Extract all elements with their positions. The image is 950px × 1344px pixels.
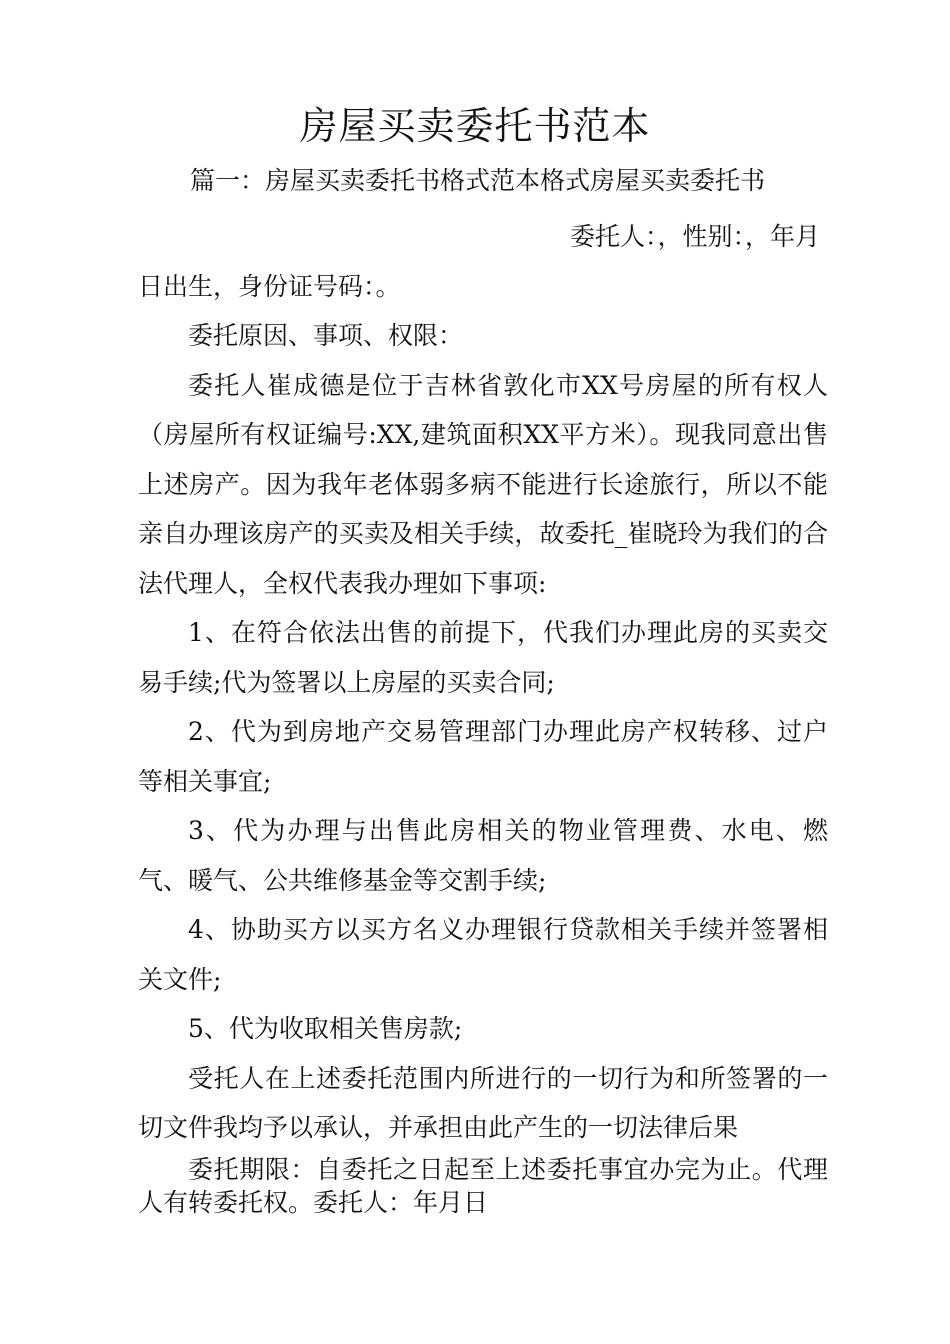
principal-line: 委托人：，性别：，年月 [569,222,820,251]
document-body [138,212,828,1219]
paragraph-authority-heading: 委托原因、事项、权限： [188,321,464,350]
paragraph-item-3: 3、代为办理与出售此房相关的物业管理费、水电、燃气、暖气、公共维修基金等交割手续; [138,816,828,895]
paragraph-item-4: 4、协助买方以买方名义办理银行贷款相关手续并签署相关文件; [138,915,828,994]
paragraph-item-5: 5、代为收取相关售房款; [188,1014,463,1043]
document-title: 房屋买卖委托书范本 [299,104,651,148]
paragraph-acknowledgement: 受托人在上述委托范围内所进行的一切行为和所签署的一切文件我均予以承认，并承担由此产生的一切法律后果 [138,1063,828,1142]
document-subtitle: 篇一：房屋买卖委托书格式范本格式房屋买卖委托书 [190,166,766,195]
paragraph-item-1: 1、在符合依法出售的前提下，代我们办理此房的买卖交易手续;代为签署以上房屋的买卖合同; [138,618,828,697]
paragraph-item-2: 2、代为到房地产交易管理部门办理此房产权转移、过户等相关事宜; [138,717,828,796]
paragraph-closing: 委托期限：自委托之日起至上述委托事宜办完为止。代理人有转委托权。委托人：年月日 [138,1154,828,1217]
birth-line: 日出生，身份证号码：。 [138,271,401,301]
paragraph-property-ownership: 委托人崔成德是位于吉林省敦化市XX号房屋的所有权人（房屋所有权证编号:XX,建筑面积XX平方米）。现我同意出售上述房产。因为我年老体弱多病不能进行长途旅行，所以不能亲自办理该房产的买卖及相关手续，故委托_崔晓玲为我们的合法代理人，全权代表我办理如下事项: [138,370,828,598]
